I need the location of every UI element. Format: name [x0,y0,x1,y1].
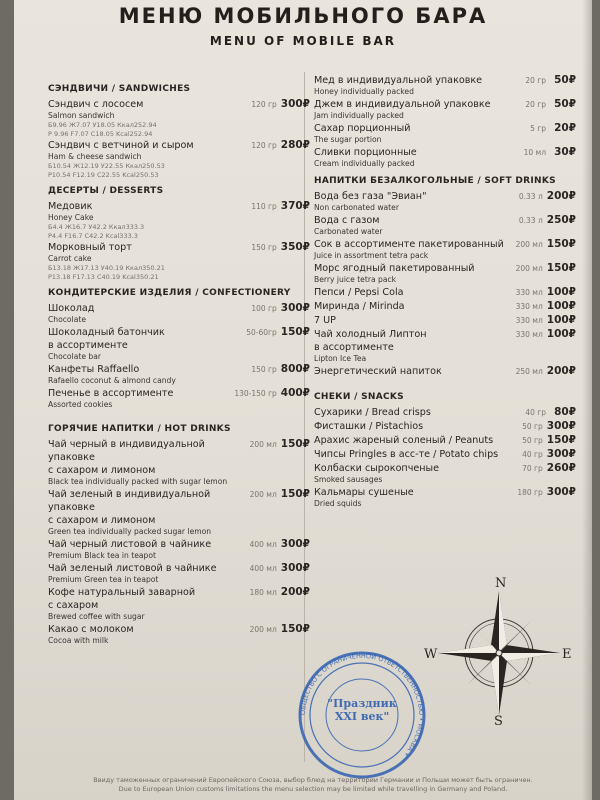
item-quantity: 200 мл [249,625,277,634]
menu-item [48,562,310,585]
menu-item [314,146,576,169]
item-name-ru: Вода с газом [314,215,380,226]
item-nutrition: Б10.54 Ж12.19 У22.55 Ккал250.53 [48,162,165,170]
item-nutrition: Б13.18 Ж17.13 У40.19 Ккал350.21 [48,264,165,272]
section-title-desserts: ДЕСЕРТЫ / DESSERTS [48,186,164,196]
menu-item [314,286,576,299]
item-name-ru: Мед в индивидуальной упаковке [314,75,483,86]
left-column [48,84,310,647]
menu-item [48,623,310,646]
desserts-list [48,200,310,281]
item-name-ru: Миринда / Mirinda [314,301,405,312]
item-price: 200₽ [546,365,576,377]
item-name-ru: Чай зеленый листовой в чайнике [48,563,217,574]
menu-item [314,74,576,97]
item-price: 300₽ [546,420,576,432]
menu-item [48,326,310,362]
item-name-en: Honey individually packed [314,87,414,96]
item-price: 300₽ [280,538,310,550]
item-price: 370₽ [280,200,310,212]
menu-item [48,586,310,622]
item-name-ru: Чай холодный Липтон [314,329,427,340]
section-title-snacks: СНЕКИ / SNACKS [314,392,404,402]
menu-item [48,538,310,561]
item-price: 200₽ [546,190,576,202]
item-nutrition: P4.4 F16.7 C42.2 Kcal333.3 [48,231,138,240]
menu-item [314,406,576,419]
menu-title-ru: МЕНЮ МОБИЛЬНОГО БАРА [118,4,488,28]
menu-item [314,122,576,145]
section-title-soft-drinks: НАПИТКИ БЕЗАЛКОГОЛЬНЫЕ / SOFT DRINKS [314,176,556,186]
footer-note [54,776,572,794]
item-name-en: Jam individually packed [314,111,404,120]
menu-item [314,462,576,485]
compass-rose-icon [424,575,574,725]
item-price: 300₽ [280,98,310,110]
item-price: 260₽ [546,462,576,474]
item-quantity: 50 гр [522,436,543,445]
item-quantity: 100 гр [251,304,277,313]
item-name-ru: Печенье в ассортименте [48,388,174,399]
item-name-en: Non carbonated water [314,203,399,212]
item-name-ru: Морс ягодный пакетированный [314,263,475,274]
menu-item [48,363,310,386]
item-price: 300₽ [546,448,576,460]
item-price: 50₽ [554,98,576,110]
item-name-en: Green tea individually packed sugar lemon [48,527,212,536]
item-name-en: Chocolate bar [48,352,102,361]
section-title-hot-drinks: ГОРЯЧИЕ НАПИТКИ / HOT DRINKS [48,424,231,434]
menu-item [314,448,576,461]
menu-item [48,387,310,410]
item-name-ru-cont: с сахаром [48,600,99,611]
item-quantity: 120 гр [251,141,277,150]
item-name-ru: Сливки порционные [314,147,417,158]
item-name-ru: Медовик [48,201,93,212]
item-price: 200₽ [280,586,310,598]
item-name-ru: Сэндвич с лососем [48,99,144,110]
menu-item [48,438,310,487]
item-quantity: 0.33 л [518,216,543,225]
menu-item [48,139,310,179]
item-name-ru: Арахис жареный соленый / Peanuts [314,435,494,446]
item-price: 150₽ [280,438,310,450]
stamp-text: "Праздник XXI век" [327,697,397,723]
menu-item [48,241,310,281]
item-price: 30₽ [554,146,576,158]
item-quantity: 330 мл [515,288,543,297]
item-quantity: 5 гр [530,124,546,133]
menu-item [314,300,576,313]
item-name-en: Salmon sandwich [48,111,115,120]
item-price: 80₽ [554,406,576,418]
item-price: 150₽ [280,623,310,635]
item-nutrition: P13.18 F17.13 C40.19 Kcal350.21 [48,272,159,281]
item-price: 300₽ [546,486,576,498]
stamp-ring-text: ОБЩЕСТВО С ОГРАНИЧЕННОЙ ОТВЕТСТВЕННОСТЬЮ • МОСКВА • [298,651,426,759]
item-price: 150₽ [546,238,576,250]
item-quantity: 200 мл [249,440,277,449]
item-name-en: Lipton Ice Tea [314,354,367,363]
footer-line-en: Due to European Union customs limitations the menu selection may be limited while travelling in Germany and Poland. [118,785,508,793]
item-quantity: 200 мл [515,240,543,249]
item-price: 250₽ [546,214,576,226]
item-quantity: 330 мл [515,330,543,339]
compass-s-label: S [494,714,503,725]
item-name-ru-cont: с сахаром и лимоном [48,465,156,476]
menu-item [314,365,576,378]
right-column [314,74,576,510]
item-quantity: 250 мл [515,367,543,376]
item-name-ru: Колбаски сырокопченые [314,463,440,474]
item-price: 300₽ [280,302,310,314]
menu-page [14,0,592,800]
sandwiches-list [48,98,310,179]
item-quantity: 330 мл [515,302,543,311]
menu-item [314,98,576,121]
item-price: 150₽ [546,434,576,446]
item-name-ru: Сухарики / Bread crisps [314,407,431,418]
menu-item [48,488,310,537]
item-name-ru: Кальмары сушеные [314,487,414,498]
menu-item [314,420,576,433]
item-name-ru: Сахар порционный [314,123,411,134]
item-price: 20₽ [554,122,576,134]
menu-item [314,238,576,261]
snacks-list [314,406,576,509]
item-quantity: 40 гр [522,450,543,459]
item-name-ru: Чай зеленый в индивидуальной упаковке [48,489,211,513]
item-price: 300₽ [280,562,310,574]
item-price: 800₽ [280,363,310,375]
item-name-ru-cont: в ассортименте [48,340,128,351]
item-quantity: 330 мл [515,316,543,325]
item-name-ru: Кофе натуральный заварной [48,587,196,598]
item-quantity: 70 гр [522,464,543,473]
item-nutrition: P10.54 F12.19 C22.55 Kcal250.53 [48,170,159,179]
item-price: 400₽ [280,387,310,399]
item-name-en: Smoked sausages [314,475,383,484]
soft-drinks-list [314,190,576,378]
item-quantity: 180 мл [249,588,277,597]
item-name-ru: Фисташки / Pistachios [314,421,424,432]
item-price: 100₽ [546,286,576,298]
item-nutrition: Б9.96 Ж7.07 У18.05 Ккал252.94 [48,121,157,129]
item-name-en: Carrot cake [48,254,92,263]
item-name-ru: Пепси / Pepsi Cola [314,287,404,298]
item-quantity: 50-60гр [246,328,277,337]
item-name-ru-cont: в ассортименте [314,342,394,353]
item-name-en: Brewed coffee with sugar [48,612,145,621]
menu-item [314,314,576,327]
item-name-ru: 7 UP [314,315,336,326]
item-quantity: 180 гр [517,488,543,497]
item-name-ru: Морковный торт [48,242,132,253]
menu-item [48,200,310,240]
item-name-en: Rafaello coconut & almond candy [48,376,176,385]
menu-item [314,434,576,447]
item-name-en: Black tea individually packed with sugar lemon [48,477,228,486]
item-name-ru: Канфеты Raffaello [48,364,140,375]
item-name-ru: Вода без газа "Эвиан" [314,191,427,202]
item-name-ru-cont: с сахаром и лимоном [48,515,156,526]
item-quantity: 200 мл [249,490,277,499]
item-quantity: 400 мл [249,540,277,549]
menu-title-en: MENU OF MOBILE BAR [209,34,397,48]
item-name-ru: Шоколадный батончик [48,327,165,338]
section-title-confectionery: КОНДИТЕРСКИЕ ИЗДЕЛИЯ / CONFECTIONERY [48,288,291,298]
item-quantity: 200 мл [515,264,543,273]
item-quantity: 150 гр [251,243,277,252]
menu-item [314,262,576,285]
item-nutrition: P 9.96 F7.07 C18.05 Kcal252.94 [48,129,153,138]
item-name-en: Cream individually packed [314,159,415,168]
item-name-en: Assorted cookies [48,400,113,409]
menu-item [314,214,576,237]
item-price: 350₽ [280,241,310,253]
item-name-en: Premium Black tea in teapot [48,551,156,560]
item-price: 100₽ [546,300,576,312]
item-quantity: 120 гр [251,100,277,109]
item-quantity: 130-150 гр [234,389,277,398]
item-quantity: 0.33 л [518,192,543,201]
item-name-en: Juice in assortment tetra pack [314,251,429,260]
item-name-ru: Сок в ассортименте пакетированный [314,239,504,250]
item-name-ru: Энергетический напиток [314,366,442,377]
confectionery-list [48,302,310,410]
item-name-ru: Сэндвич с ветчиной и сыром [48,140,194,151]
menu-item [314,328,576,364]
item-quantity: 50 гр [522,422,543,431]
hot-drinks-list [48,438,310,646]
item-price: 150₽ [546,262,576,274]
company-stamp [292,645,432,785]
item-name-en: Berry juice tetra pack [314,275,397,284]
item-name-en: Premium Green tea in teapot [48,575,159,584]
item-quantity: 400 мл [249,564,277,573]
item-name-en: Chocolate [48,315,86,324]
item-price: 100₽ [546,328,576,340]
item-name-ru: Какао с молоком [48,624,134,635]
menu-item [48,302,310,325]
item-name-en: The sugar portion [314,135,382,144]
item-quantity: 110 гр [251,202,277,211]
compass-w-label: W [424,647,438,662]
menu-item [314,190,576,213]
item-name-en: Dried squids [314,499,362,508]
item-name-ru: Чай черный листовой в чайнике [48,539,212,550]
item-price: 150₽ [280,326,310,338]
item-name-en: Honey Cake [48,213,94,222]
menu-item [48,98,310,138]
item-quantity: 150 гр [251,365,277,374]
item-name-ru: Шоколад [48,303,95,314]
section-title-sandwiches: СЭНДВИЧИ / SANDWICHES [48,84,191,94]
item-price: 100₽ [546,314,576,326]
footer-line-ru: Ввиду таможенных ограничений Европейского Союза, выбор блюд на территории Германии и Польши может быть ограничен. [93,776,533,784]
item-price: 150₽ [280,488,310,500]
item-quantity: 20 гр [525,76,546,85]
compass-e-label: E [562,647,572,662]
menu-item [314,486,576,509]
item-quantity: 20 гр [525,100,546,109]
item-name-ru: Джем в индивидуальной упаковке [314,99,491,110]
extras-list [314,74,576,169]
item-quantity: 40 гр [525,408,546,417]
item-price: 280₽ [280,139,310,151]
compass-n-label: N [495,576,507,591]
item-price: 50₽ [554,74,576,86]
item-nutrition: Б4.4 Ж16.7 У42.2 Ккал333.3 [48,223,145,231]
item-name-en: Cocoa with milk [48,636,109,645]
item-name-ru: Чипсы Pringles в асс-те / Potato chips [314,449,499,460]
item-name-en: Carbonated water [314,227,383,236]
item-name-en: Ham & cheese sandwich [48,152,142,161]
item-quantity: 10 мл [523,148,546,157]
item-name-ru: Чай черный в индивидуальной упаковке [48,439,205,463]
